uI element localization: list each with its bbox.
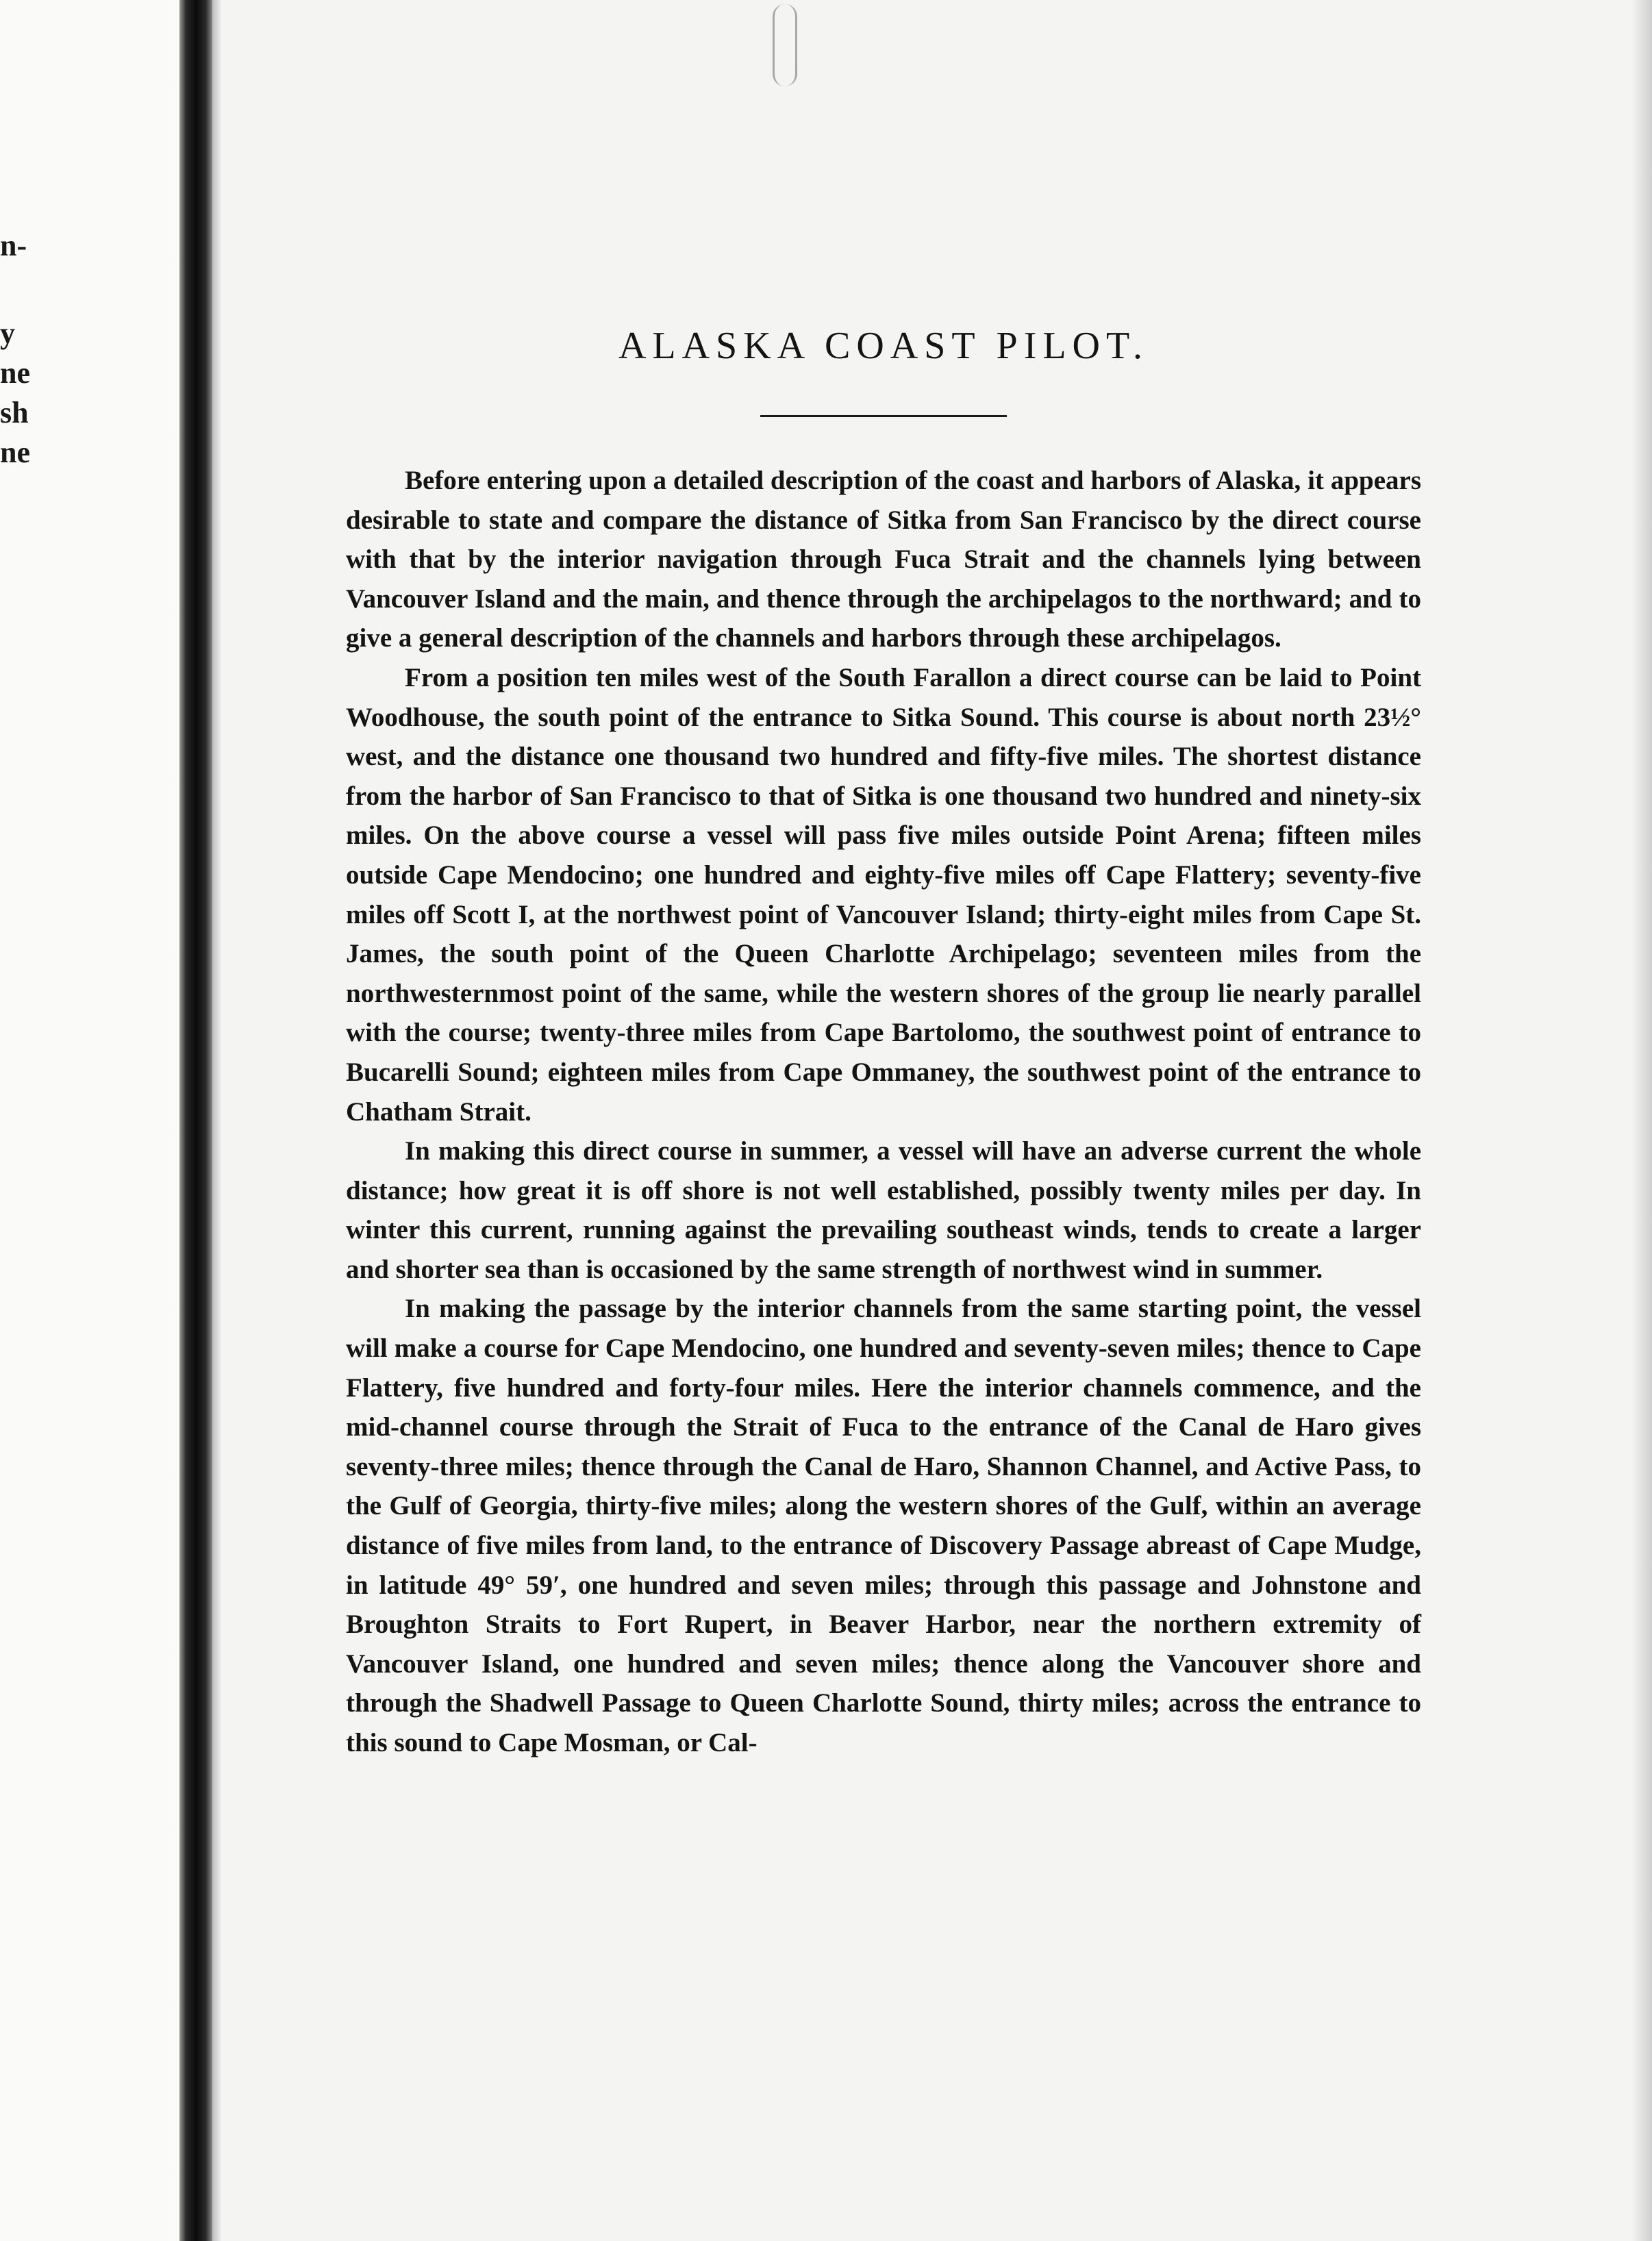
scan-mark: [773, 4, 797, 86]
left-fragment-4: sh: [0, 396, 29, 429]
paragraph-4: In making the passage by the interior channels from the same starting point, the vessel will make a course for Cape Mendocino, one hundred and seventy-seven miles; thence to Cape Flattery, five hundred and forty-four miles. Here the interior channels commence, and the mid-channel course through the Strait of Fuca to the entrance of the Canal de Haro gives seventy-three miles; thence through the Canal de Haro, Shannon Channel, and Active Pass, to the Gulf of Georgia, thirty-five miles; along the western shores of the Gulf, within an average distance of five miles from land, to the entrance of Discovery Passage abreast of Cape Mudge, in latitude 49° 59′, one hundred and seven miles; through this passage and Johnstone and Broughton Straits to Fort Rupert, in Beaver Harbor, near the northern extremity of Vancouver Island, one hundred and seven miles; thence along the Vancouver shore and through the Shadwell Passage to Queen Charlotte Sound, thirty miles; across the entrance to this sound to Cape Mosman, or Cal-: [346, 1294, 1421, 1757]
paragraph-3: In making this direct course in summer, a vessel will have an adverse current the whole distance; how great it is off shore is not well established, possibly twenty miles per day. In winter this current, running against the prevailing southeast winds, tends to create a larger and shorter sea than is occasioned by the same strength of northwest wind in summer.: [346, 1136, 1421, 1284]
body-text: [346, 461, 1421, 1763]
gutter-shadow: [212, 0, 222, 2241]
left-fragment-2: y: [0, 316, 15, 350]
left-page-text-fragments: [0, 226, 48, 473]
binding-gutter: [179, 0, 212, 2241]
right-page-edge: [1631, 0, 1652, 2241]
page-title: ALASKA COAST PILOT.: [618, 325, 1149, 367]
paragraph-2: From a position ten miles west of the South Farallon a direct course can be laid to Point Woodhouse, the south point of the entrance to Sitka Sound. This course is about north 23½° west, and the distance one thousand two hundred and fifty-five miles. The shortest distance from the harbor of San Francisco to that of Sitka is one thousand two hundred and ninety-six miles. On the above course a vessel will pass five miles outside Point Arena; fifteen miles outside Cape Mendocino; one hundred and eighty-five miles off Cape Flattery; seventy-five miles off Scott I, at the northwest point of Vancouver Island; thirty-eight miles from Cape St. James, the south point of the Queen Charlotte Archipelago; seventeen miles from the northwesternmost point of the same, while the western shores of the group lie nearly parallel with the course; twenty-three miles from Cape Bartolomo, the southwest point of entrance to Bucarelli Sound; eighteen miles from Cape Ommaney, the southwest point of the entrance to Chatham Strait.: [346, 662, 1421, 1127]
page-content: [346, 322, 1421, 1763]
left-fragment-5: ne: [0, 436, 30, 469]
title-rule: [760, 415, 1007, 417]
left-fragment-1: n-: [0, 229, 27, 262]
left-page-edge: [0, 0, 179, 2241]
left-fragment-3: ne: [0, 356, 30, 390]
paragraph-1: Before entering upon a detailed description of the coast and harbors of Alaska, it appears desirable to state and compare the distance of Sitka from San Francisco by the direct course with that by the interior navigation through Fuca Strait and the channels lying between Vancouver Island and the main, and thence through the archipelagos to the northward; and to give a general description of the channels and harbors through these archipelagos.: [346, 466, 1421, 653]
